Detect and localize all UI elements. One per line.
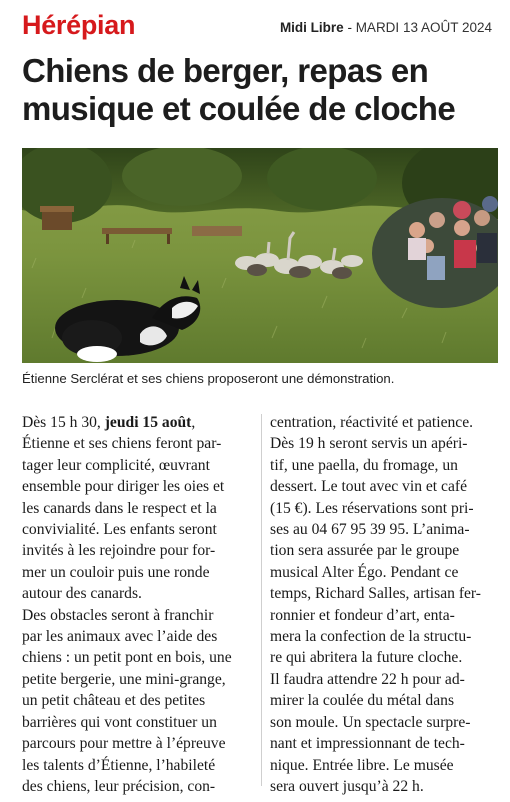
body-line: mer un couloir puis une ronde [22, 563, 210, 581]
newspaper-name: Midi Libre [279, 20, 344, 35]
body-line: parcours pour mettre à l’épreuve [22, 735, 226, 753]
body-line: nant et impressionnant de tech- [270, 735, 465, 753]
body-line: tif, une paella, du fromage, un [270, 456, 458, 474]
article-column-left [22, 412, 252, 797]
event-date: jeudi 15 août [104, 414, 192, 431]
body-line: dessert. Le tout avec vin et café [270, 478, 467, 496]
body-line: musical Alter Égo. Pendant ce [270, 563, 459, 581]
body-line: un petit château et des petites [22, 692, 206, 710]
body-line: nique. Entrée libre. Le musée [270, 756, 454, 774]
body-text: , [191, 414, 196, 431]
body-line: centration, réactivité et patience. [270, 414, 474, 431]
body-line: (15 €). Les réservations sont pri- [270, 499, 474, 517]
headline-line: Chiens de berger, repas en [22, 52, 429, 89]
source-separator: - [343, 20, 356, 35]
source-line [280, 20, 492, 35]
body-text: Dès 15 h 30, [22, 414, 105, 431]
body-line: petite bergerie, une mini-grange, [22, 670, 226, 688]
headline-line: musique et coulée de cloche [22, 90, 456, 127]
body-line: ensemble pour diriger les oies et [22, 478, 225, 496]
body-line: sera ouvert jusqu’à 22 h. [270, 777, 424, 795]
photo-caption: Étienne Serclérat et ses chiens proposeront une démonstration. [22, 371, 395, 386]
photo-shepherd-dogs-geese [22, 148, 498, 363]
body-line: invités à les rejoindre pour for- [22, 542, 216, 560]
body-line: les talents d’Étienne, l’habileté [22, 756, 216, 774]
column-divider [261, 414, 262, 786]
body-line: chiens : un petit pont en bois, une [22, 649, 232, 667]
body-line: Il faudra attendre 22 h pour ad- [270, 670, 465, 688]
article-column-right [270, 412, 500, 797]
body-line [22, 412, 252, 433]
body-line: tager leur complicité, œuvrant [22, 456, 210, 474]
body-line: Dès 19 h seront servis un apéri- [270, 435, 468, 453]
body-line: autour des canards. [22, 585, 142, 603]
body-line: temps, Richard Salles, artisan fer- [270, 585, 482, 603]
publication-date: MARDI 13 AOÛT 2024 [355, 20, 492, 35]
body-line: re qui abritera la future cloche. [270, 649, 463, 667]
body-line: des chiens, leur précision, con- [22, 777, 216, 795]
article-photo [22, 148, 498, 363]
body-line: mera la confection de la structu- [270, 628, 472, 646]
body-line: convivialité. Les enfants seront [22, 521, 217, 539]
body-line: ses au 04 67 95 39 95. L’anima- [270, 521, 470, 539]
body-line: Des obstacles seront à franchir [22, 606, 214, 624]
town-name: Hérépian [22, 10, 136, 40]
body-line: ronnier et fondeur d’art, enta- [270, 606, 455, 624]
body-line: les canards dans le respect et la [22, 499, 217, 517]
body-line: tion sera assurée par le groupe [270, 542, 460, 560]
headline [22, 52, 492, 128]
body-line: barrières qui vont constituer un [22, 713, 217, 731]
article-header [22, 10, 492, 44]
body-line: Étienne et ses chiens feront par- [22, 435, 222, 453]
body-line: son moule. Un spectacle surpre- [270, 713, 471, 731]
body-line: mirer la coulée du métal dans [270, 692, 455, 710]
body-line: par les animaux avec l’aide des [22, 628, 218, 646]
